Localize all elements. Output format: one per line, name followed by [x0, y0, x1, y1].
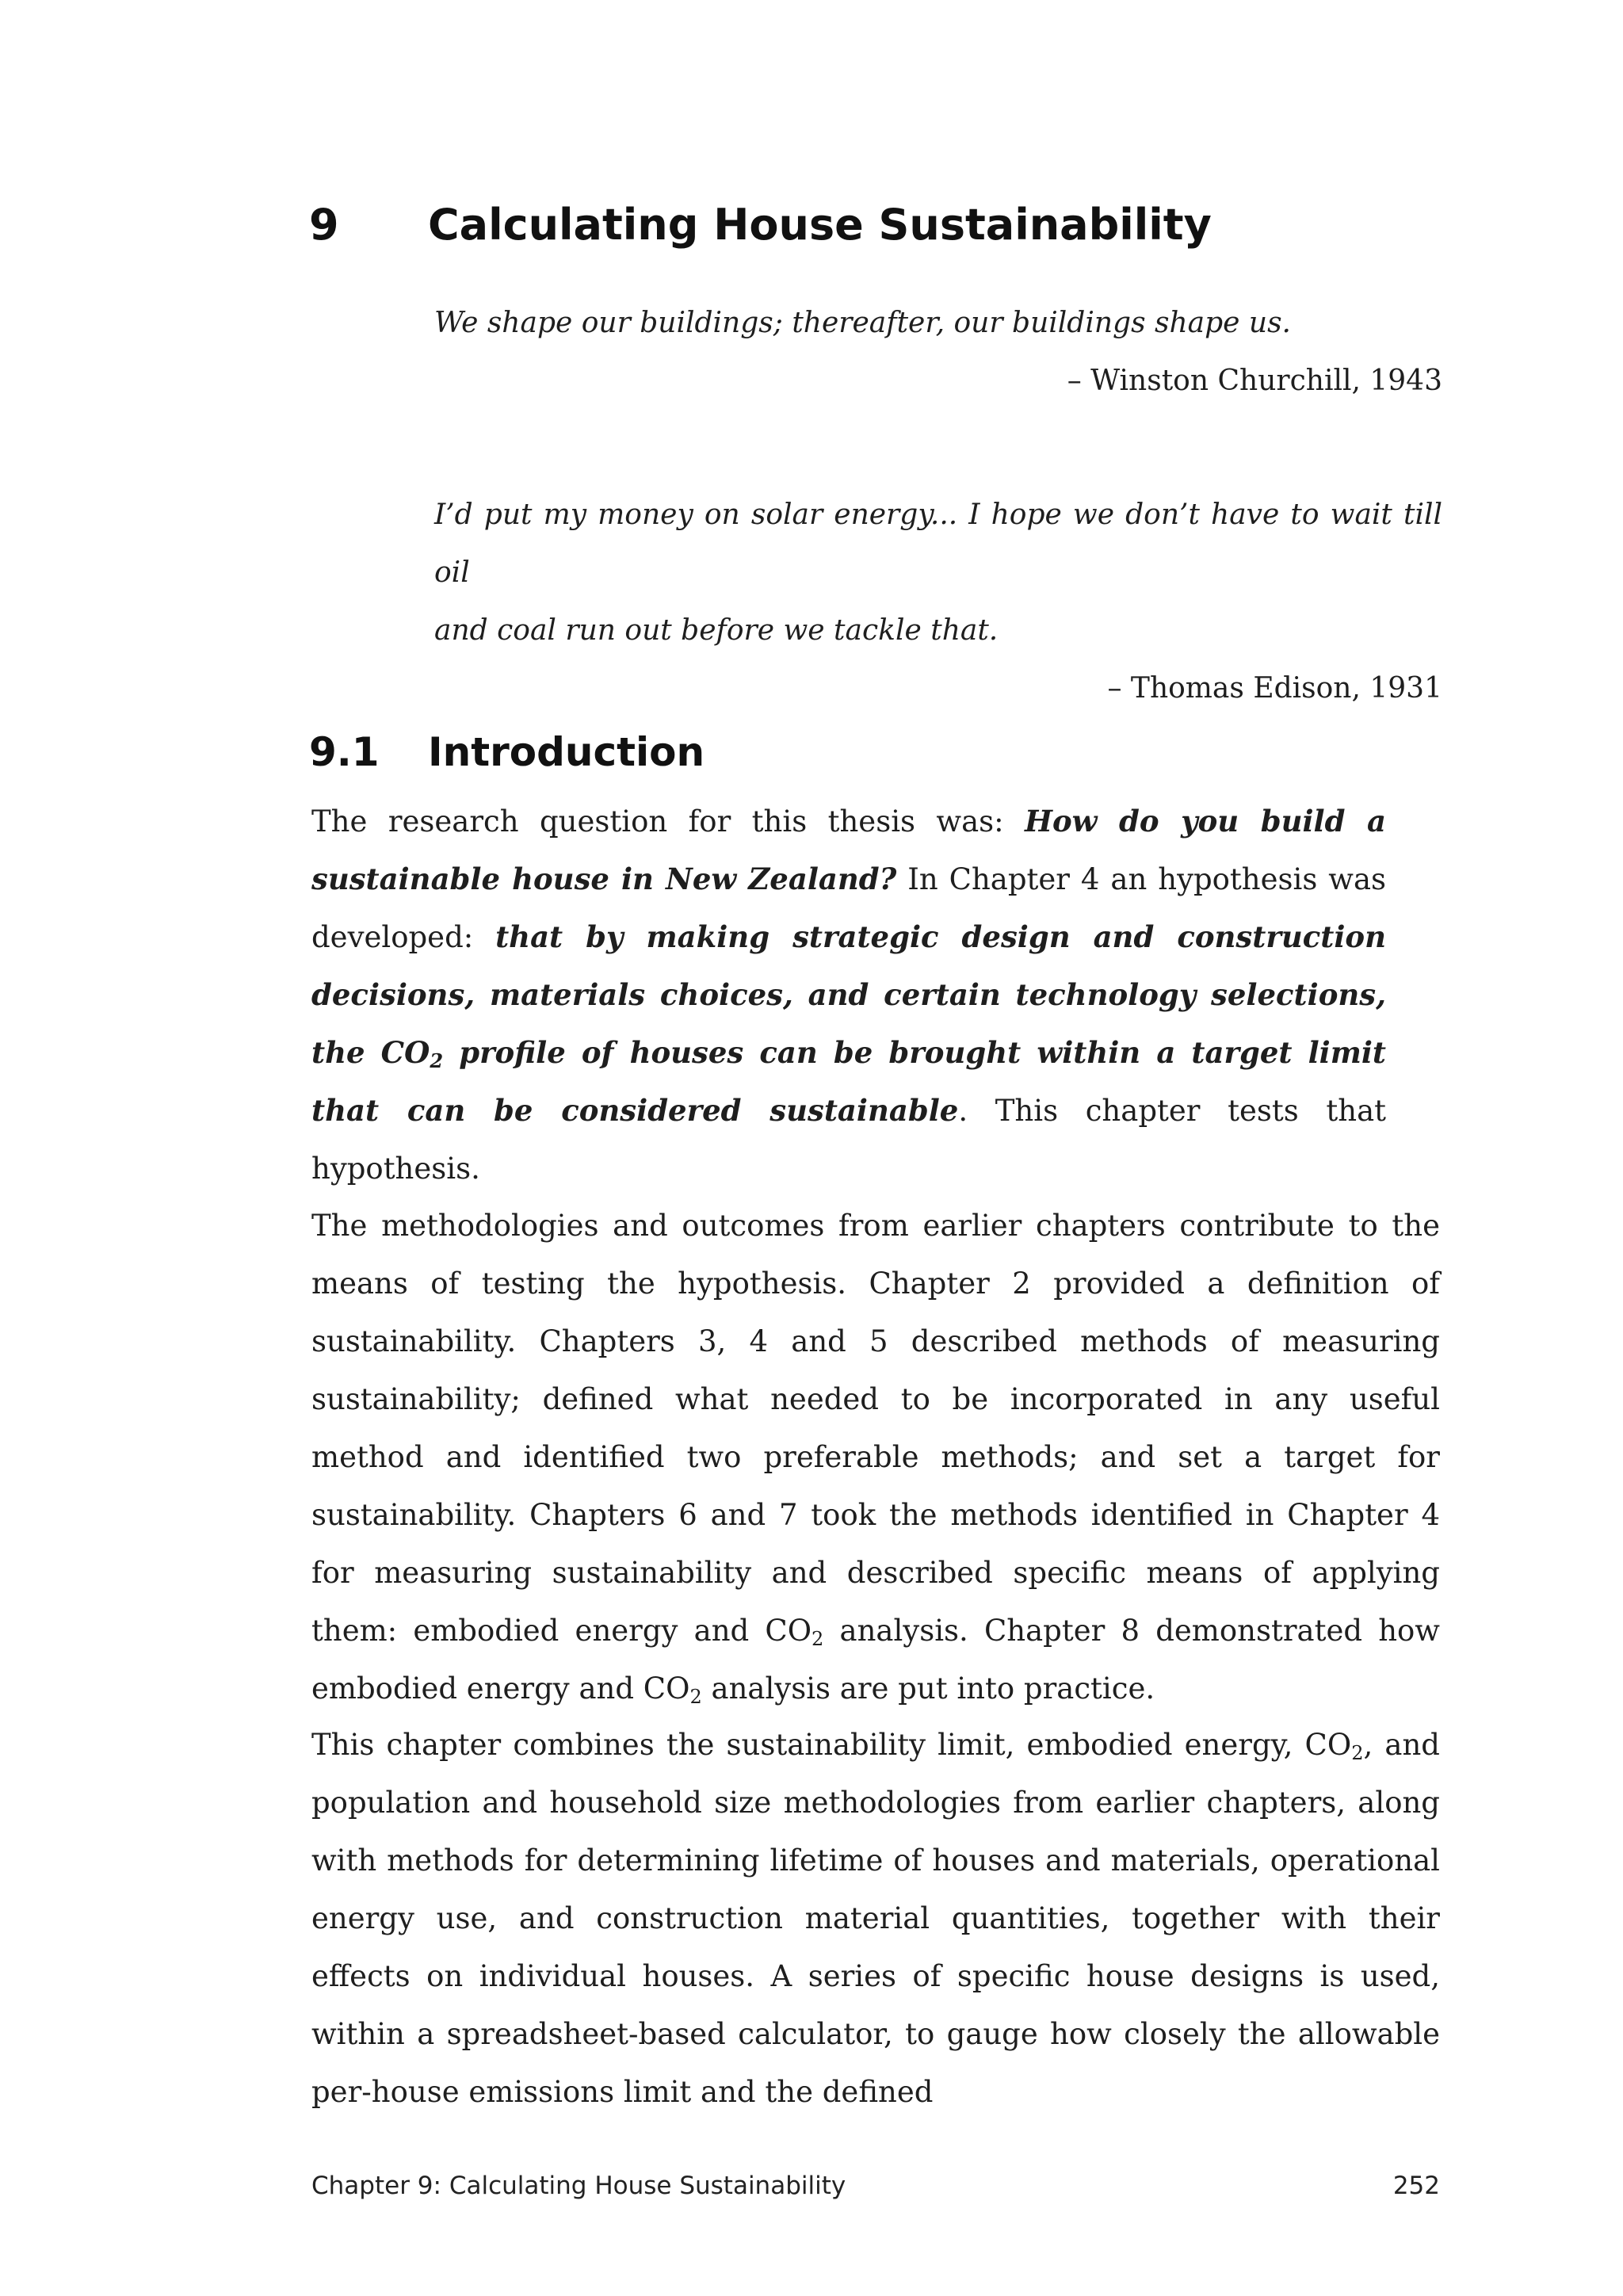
paragraph-text: analysis are put into practice. — [701, 1671, 1155, 1706]
hypothesis-part: that by making strategic design and construction decisions, materials choices, and certain technology selections, the CO — [311, 919, 1386, 1070]
running-title: Chapter 9: Calculating House Sustainability — [311, 2172, 846, 2200]
epigraph-quote-2 — [434, 486, 1442, 717]
body-paragraph-2 — [311, 1197, 1440, 1717]
research-question: How do you build a sustainable house in New Zealand? — [311, 804, 1386, 896]
subscript: 2 — [1351, 1742, 1364, 1764]
subscript: 2 — [689, 1686, 702, 1708]
body-paragraph-1 — [311, 793, 1386, 1198]
paragraph-text: , and population and household size methodologies from earlier chapters, along with methods for determining lifetime of houses and materials, operational energy use, and construction material quantities, together with their effects on individual houses. A series of specific house designs is used, within a spreadsheet-based calculator, to gauge how closely the allowable per-house emissions limit and the defined — [311, 1728, 1440, 2109]
chapter-heading — [309, 197, 1419, 254]
quote-text: We shape our buildings; thereafter, our buildings shape us. — [434, 307, 1292, 339]
paragraph-text: The methodologies and outcomes from earlier chapters contribute to the means of testing the hypothesis. Chapter 2 provided a definition of sustainability. Chapters 3, 4 and 5 described methods of measuring sustainability; defined what needed to be incorporated in any useful method and identified two preferable methods; and set a target for sustainability. Chapters 6 and 7 took the methods identified in Chapter 4 for measuring sustainability and described specific means of applying them: embodied energy and CO — [311, 1209, 1440, 1648]
page-number: 252 — [1392, 2172, 1440, 2200]
page-footer — [311, 2168, 1440, 2203]
paragraph-text: . This chapter tests that hypothesis. — [311, 1094, 1387, 1186]
quote-attribution: – Thomas Edison, 1931 — [1107, 672, 1442, 705]
paragraph-text: This chapter combines the sustainability limit, embodied energy, CO — [311, 1728, 1352, 1762]
subscript: 2 — [812, 1628, 824, 1650]
section-heading — [309, 726, 1419, 778]
body-paragraph-3 — [311, 1716, 1440, 2121]
epigraph-quote-1 — [434, 294, 1442, 410]
chapter-number: 9 — [309, 200, 339, 250]
section-title: Introduction — [428, 729, 705, 775]
section-number: 9.1 — [309, 729, 380, 775]
hypothesis-part: profile of houses can be brought within a target limit that can be considered sustainable — [311, 1035, 1387, 1128]
quote-text-line-2: and coal run out before we tackle that. — [434, 614, 999, 647]
paragraph-text: In Chapter 4 an hypothesis was developed: — [311, 862, 1387, 954]
paragraph-text: analysis. Chapter 8 demonstrated how embodied energy and CO — [311, 1614, 1440, 1706]
chapter-title: Calculating House Sustainability — [428, 200, 1212, 250]
subscript: 2 — [430, 1049, 444, 1072]
quote-text-line-1: I’d put my money on solar energy... I hope we don’t have to wait till oil — [434, 499, 1442, 589]
paragraph-text: The research question for this thesis was: — [311, 804, 1025, 839]
quote-attribution: – Winston Churchill, 1943 — [1067, 365, 1442, 397]
